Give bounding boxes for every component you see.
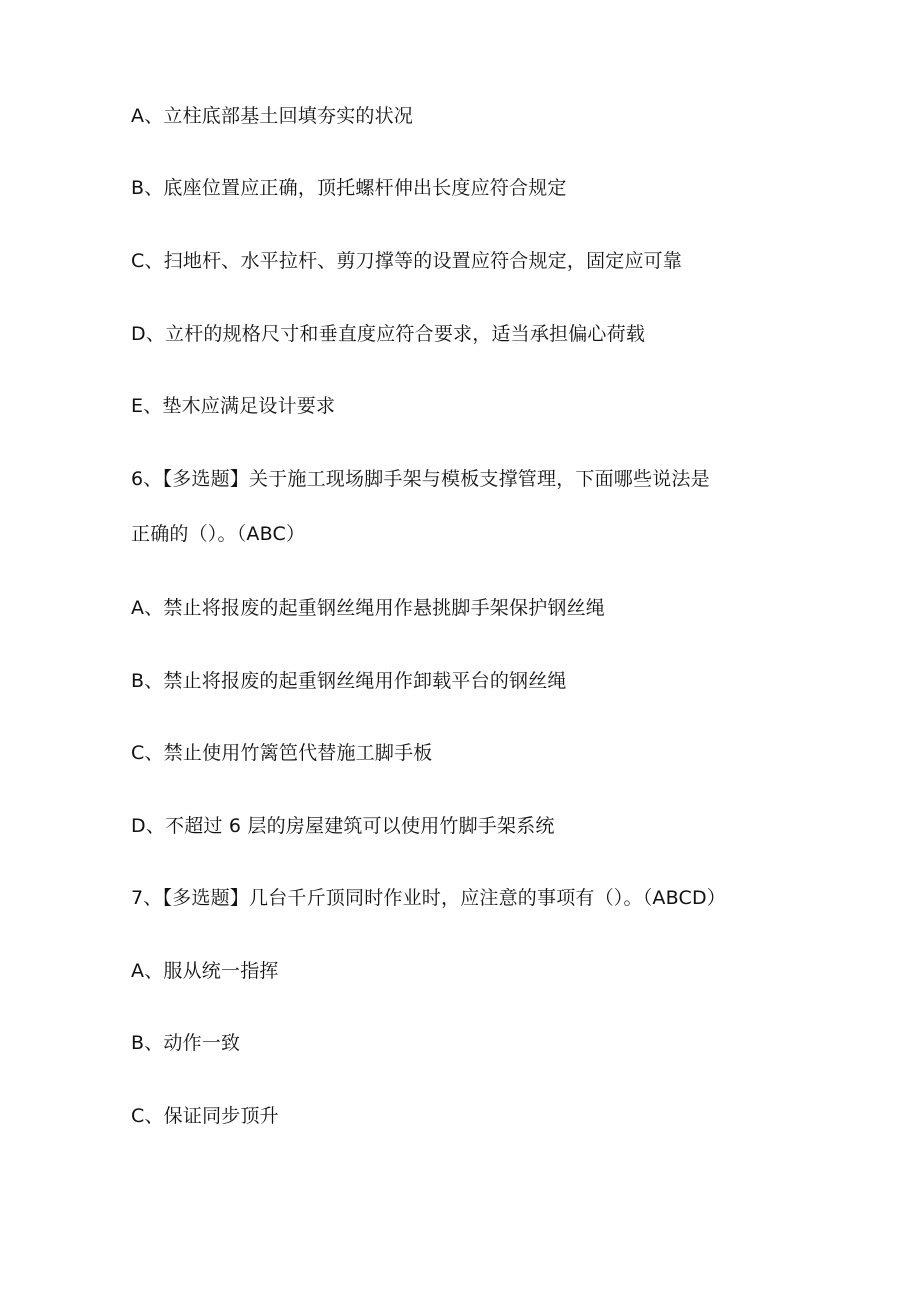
option-a-q6: A、禁止将报废的起重钢丝绳用作悬挑脚手架保护钢丝绳 xyxy=(131,597,605,619)
option-c-q5: C、扫地杆、水平拉杆、剪刀撑等的设置应符合规定，固定应可靠 xyxy=(131,250,683,272)
question-6-stem-line-2: 正确的（）。（ABC） xyxy=(131,523,306,545)
option-a-q5: A、立柱底部基土回填夯实的状况 xyxy=(131,105,413,127)
option-e-q5: E、垫木应满足设计要求 xyxy=(131,395,336,417)
question-6-stem-line-1: 6、【多选题】关于施工现场脚手架与模板支撑管理，下面哪些说法是 xyxy=(131,468,710,490)
option-b-q7: B、动作一致 xyxy=(131,1032,241,1054)
option-d-q6: D、不超过 6 层的房屋建筑可以使用竹脚手架系统 xyxy=(131,815,555,837)
option-c-q6: C、禁止使用竹篱笆代替施工脚手板 xyxy=(131,742,433,764)
option-b-q5: B、底座位置应正确，顶托螺杆伸出长度应符合规定 xyxy=(131,177,567,199)
option-b-q6: B、禁止将报废的起重钢丝绳用作卸载平台的钢丝绳 xyxy=(131,670,567,692)
option-d-q5: D、立杆的规格尺寸和垂直度应符合要求，适当承担偏心荷载 xyxy=(131,323,646,345)
option-c-q7: C、保证同步顶升 xyxy=(131,1105,279,1127)
question-7-stem: 7、【多选题】几台千斤顶同时作业时，应注意的事项有（）。（ABCD） xyxy=(131,887,726,909)
option-a-q7: A、服从统一指挥 xyxy=(131,960,279,982)
